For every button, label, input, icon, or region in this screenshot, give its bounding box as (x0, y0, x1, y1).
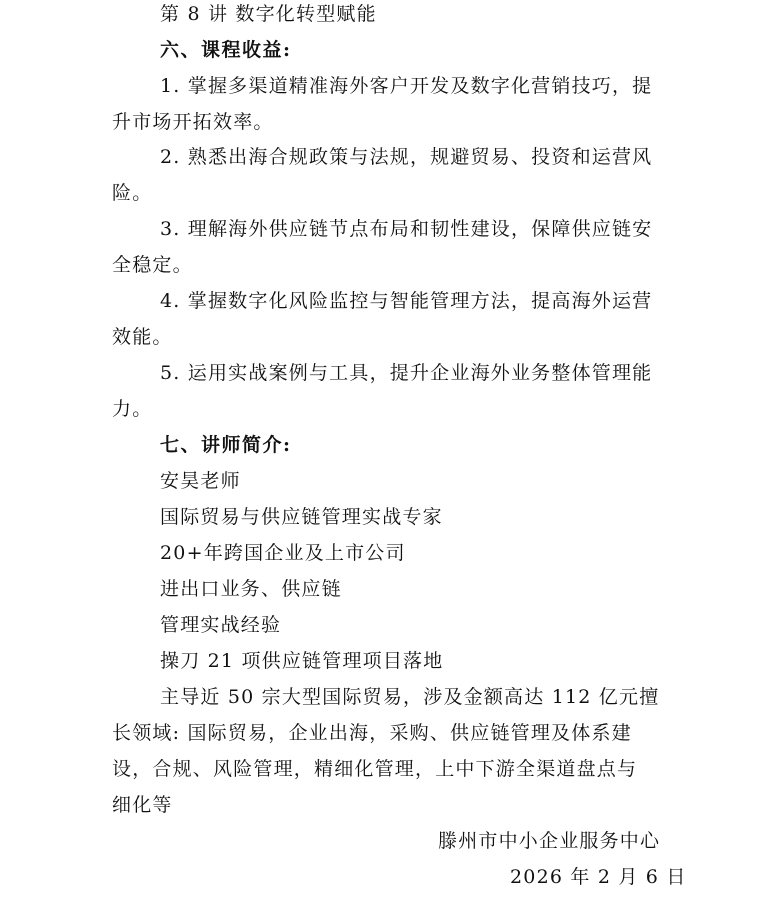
instructor-business: 进出口业务、供应链 (160, 578, 342, 600)
benefit-4-line-1: 4. 掌握数字化风险监控与智能管理方法，提高海外运营 (160, 290, 653, 312)
instructor-experience: 20+年跨国企业及上市公司 (160, 542, 406, 564)
benefit-1-line-2: 升市场开拓效率。 (112, 111, 274, 133)
instructor-title: 国际贸易与供应链管理实战专家 (160, 506, 443, 528)
benefit-2-line-1: 2. 熟悉出海合规政策与法规，规避贸易、投资和运营风 (160, 146, 653, 168)
benefit-3-line-2: 全稳定。 (112, 254, 193, 276)
benefit-1-line-1: 1. 掌握多渠道精准海外客户开发及数字化营销技巧，提 (160, 75, 653, 97)
signature-organization: 滕州市中小企业服务中心 (438, 830, 661, 852)
benefit-3-line-1: 3. 理解海外供应链节点布局和韧性建设，保障供应链安 (160, 218, 653, 240)
instructor-trade-line-4: 细化等 (112, 794, 173, 816)
instructor-trade-line-1: 主导近 50 宗大型国际贸易，涉及金额高达 112 亿元擅 (160, 686, 660, 708)
benefit-5-line-2: 力。 (112, 398, 153, 420)
lecture-8-line: 第 8 讲 数字化转型赋能 (160, 3, 377, 25)
section-7-heading: 七、讲师简介: (160, 434, 292, 456)
signature-date: 2026 年 2 月 6 日 (510, 866, 687, 888)
benefit-5-line-1: 5. 运用实战案例与工具，提升企业海外业务整体管理能 (160, 362, 653, 384)
instructor-trade-line-2: 长领域: 国际贸易，企业出海，采购、供应链管理及体系建 (112, 722, 632, 744)
instructor-trade-line-3: 设，合规、风险管理，精细化管理，上中下游全渠道盘点与 (112, 758, 638, 780)
instructor-management: 管理实战经验 (160, 614, 282, 636)
instructor-name: 安昊老师 (160, 470, 241, 492)
instructor-projects: 操刀 21 项供应链管理项目落地 (160, 650, 444, 672)
section-6-heading: 六、课程收益: (160, 39, 292, 61)
benefit-4-line-2: 效能。 (112, 326, 173, 348)
benefit-2-line-2: 险。 (112, 182, 153, 204)
